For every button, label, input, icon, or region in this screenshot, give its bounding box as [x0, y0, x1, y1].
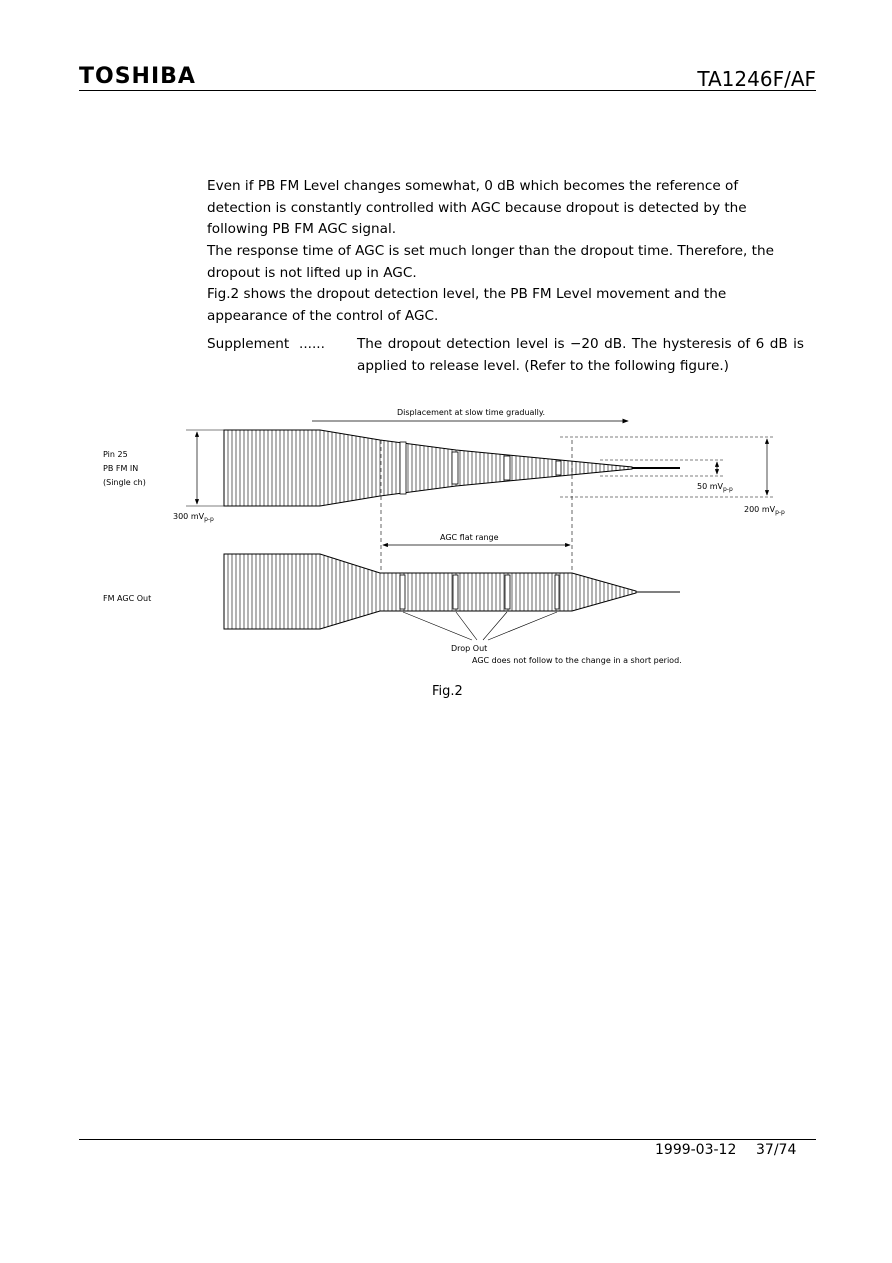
paragraph-fig2-description: Fig.2 shows the dropout detection level, the PB FM Level movement and the appearance of the control of AGC.	[207, 286, 727, 324]
footer-rule	[79, 1139, 816, 1140]
supplement-text: The dropout detection level is −20 dB. The hysteresis of 6 dB is applied to release level. (Refer to the following figure.)	[357, 336, 804, 374]
part-number: TA1246F/AF	[697, 67, 816, 91]
displacement-label: Displacement at slow time gradually.	[397, 408, 546, 417]
drop-out-label: Drop Out	[451, 644, 488, 653]
fm-agc-out-waveform	[224, 554, 680, 630]
footer-date: 1999-03-12	[655, 1142, 737, 1158]
header-rule	[79, 90, 816, 91]
level-50-label: 50 $mV_{p-p}$	[697, 482, 733, 493]
level-200-label: 200 $mV_{p-p}$	[744, 505, 785, 516]
fig2-diagram	[0, 395, 892, 685]
agc-note-label: AGC does not follow to the change in a short period.	[472, 656, 682, 665]
toshiba-logo: TOSHIBA	[79, 64, 196, 89]
pin-label-2: PB FM IN	[103, 464, 139, 473]
supplement-label: Supplement	[207, 336, 290, 352]
paragraph-agc-reference: Even if PB FM Level changes somewhat, 0 dB which becomes the reference of detection is constantly controlled with AGC because dropout is detected by the following PB FM AGC signal.	[207, 178, 747, 237]
agc-flat-range-label: AGC flat range	[440, 533, 499, 542]
figure-caption: Fig.2	[432, 684, 463, 699]
pin-label-3: (Single ch)	[103, 478, 146, 487]
supplement-dots: ......	[299, 336, 325, 352]
level-300-label: 300 $mV_{p-p}$	[173, 512, 214, 523]
pb-fm-in-waveform	[224, 430, 680, 506]
fm-agc-out-label: FM AGC Out	[103, 594, 152, 603]
paragraph-response-time: The response time of AGC is set much longer than the dropout time. Therefore, the dropout is not lifted up in AGC.	[207, 243, 774, 281]
drop-out-pointers	[403, 612, 557, 640]
footer-page-number: 37/74	[756, 1142, 797, 1158]
pin-label-1: Pin 25	[103, 450, 128, 459]
